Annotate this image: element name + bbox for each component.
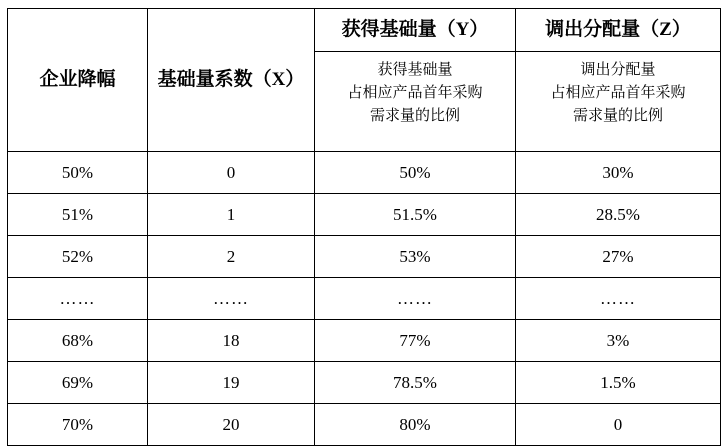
cell-transferred-allocation: 30%	[516, 152, 721, 194]
cell-base-coefficient: ……	[148, 278, 315, 320]
table-row	[8, 404, 721, 446]
cell-obtained-base-volume: 50%	[315, 152, 516, 194]
table-header-row	[8, 9, 721, 152]
header-subtitle-line: 占相应产品首年采购	[347, 84, 483, 101]
header-stack-transferred-allocation	[522, 11, 714, 145]
header-subtitle-line: 需求量的比例	[369, 108, 460, 125]
cell-enterprise-reduction: ……	[8, 278, 148, 320]
table-header-cell-obtained-base-volume	[315, 9, 516, 152]
table-row	[8, 362, 721, 404]
cell-base-coefficient: 20	[148, 404, 315, 446]
cell-enterprise-reduction: 69%	[8, 362, 148, 404]
header-subtitle-line: 调出分配量	[580, 61, 656, 78]
cell-obtained-base-volume: 78.5%	[315, 362, 516, 404]
allocation-table	[7, 8, 721, 446]
cell-enterprise-reduction: 50%	[8, 152, 148, 194]
table-row	[8, 152, 721, 194]
header-title-base-coefficient: 基础量系数（X）	[157, 69, 305, 91]
cell-obtained-base-volume: 80%	[315, 404, 516, 446]
cell-transferred-allocation: 1.5%	[516, 362, 721, 404]
table-header-cell-base-coefficient	[148, 9, 315, 152]
cell-enterprise-reduction: 70%	[8, 404, 148, 446]
header-subtitle-obtained-base-volume	[321, 52, 509, 133]
cell-transferred-allocation: ……	[516, 278, 721, 320]
header-title-obtained-base-volume: 获得基础量（Y）	[315, 11, 515, 52]
cell-enterprise-reduction: 68%	[8, 320, 148, 362]
cell-transferred-allocation: 28.5%	[516, 194, 721, 236]
header-stack-obtained-base-volume	[321, 11, 509, 145]
cell-obtained-base-volume: 51.5%	[315, 194, 516, 236]
header-title-transferred-allocation: 调出分配量（Z）	[516, 11, 720, 52]
cell-obtained-base-volume: 53%	[315, 236, 516, 278]
table-row	[8, 194, 721, 236]
cell-base-coefficient: 1	[148, 194, 315, 236]
table-row	[8, 236, 721, 278]
table-header-cell-enterprise-reduction	[8, 9, 148, 152]
cell-enterprise-reduction: 51%	[8, 194, 148, 236]
table-row	[8, 320, 721, 362]
cell-base-coefficient: 18	[148, 320, 315, 362]
table-row-ellipsis	[8, 278, 721, 320]
cell-obtained-base-volume: 77%	[315, 320, 516, 362]
header-title-enterprise-reduction: 企业降幅	[39, 69, 116, 91]
cell-obtained-base-volume: ……	[315, 278, 516, 320]
cell-base-coefficient: 0	[148, 152, 315, 194]
cell-enterprise-reduction: 52%	[8, 236, 148, 278]
header-subtitle-transferred-allocation	[522, 52, 714, 133]
cell-transferred-allocation: 3%	[516, 320, 721, 362]
table-header-cell-transferred-allocation	[516, 9, 721, 152]
cell-base-coefficient: 19	[148, 362, 315, 404]
header-subtitle-line: 获得基础量	[377, 61, 453, 78]
header-subtitle-line: 需求量的比例	[572, 108, 663, 125]
cell-transferred-allocation: 0	[516, 404, 721, 446]
header-subtitle-line: 占相应产品首年采购	[550, 84, 686, 101]
cell-base-coefficient: 2	[148, 236, 315, 278]
cell-transferred-allocation: 27%	[516, 236, 721, 278]
